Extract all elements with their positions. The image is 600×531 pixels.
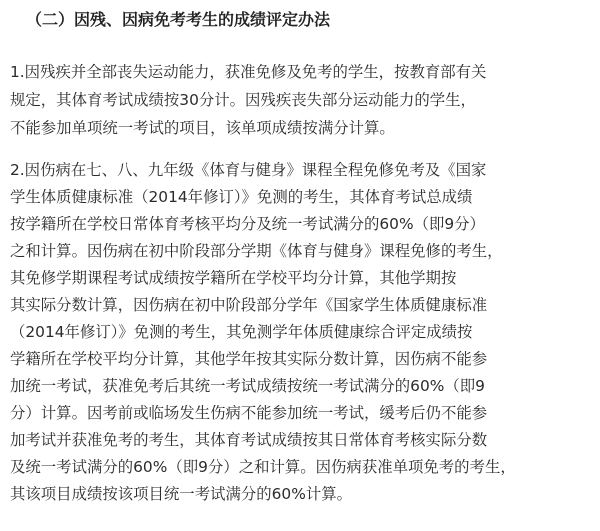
paragraph-line: 2.因伤病在七、八、九年级《体育与健身》课程全程免修免考及《国家 xyxy=(10,161,487,179)
paragraph-line: 其免修学期课程考试成绩按学籍所在学校平均分计算，其他学期按 xyxy=(10,269,457,287)
paragraph-line: 其该项目成绩按该项目统一考试满分的60%计算。 xyxy=(10,485,353,503)
paragraph-line: 加统一考试，获准免考后其统一考试成绩按统一考试满分的60%（即9 xyxy=(10,377,485,395)
paragraph-line: 学生体质健康标准（2014年修订）》免测的考生，其体育考试总成绩 xyxy=(10,188,473,206)
paragraph-line: 按学籍所在学校日常体育考核平均分及统一考试满分的60%（即9分） xyxy=(10,215,485,233)
paragraph-line: 1.因残疾并全部丧失运动能力，获准免修及免考的学生，按教育部有关 xyxy=(10,63,487,81)
paragraph-line: 之和计算。因伤病在初中阶段部分学期《体育与健身》课程免修的考生， xyxy=(10,242,503,260)
paragraph-line: 加考试并获准免考的考生，其体育考试成绩按其日常体育考核实际分数 xyxy=(10,431,488,449)
paragraph-line: 学籍所在学校平均分计算，其他学年按其实际分数计算，因伤病不能参 xyxy=(10,350,488,368)
section-title: （二）因残、因病免考考生的成绩评定办法 xyxy=(26,10,331,29)
paragraph-line: 规定，其体育考试成绩按30分计。因残疾丧失部分运动能力的学生， xyxy=(10,91,476,109)
paragraph-line: （2014年修订）》免测的考生，其免测学年体质健康综合评定成绩按 xyxy=(10,323,473,341)
paragraph-line: 不能参加单项统一考试的项目，该单项成绩按满分计算。 xyxy=(10,119,395,137)
paragraph-line: 分）计算。因考前或临场发生伤病不能参加统一考试，缓考后仍不能参 xyxy=(10,404,488,422)
paragraph-line: 其实际分数计算，因伤病在初中阶段部分学年《国家学生体质健康标准 xyxy=(10,296,488,314)
paragraph-line: 及统一考试满分的60%（即9分）之和计算。因伤病获准单项免考的考生， xyxy=(10,458,516,476)
